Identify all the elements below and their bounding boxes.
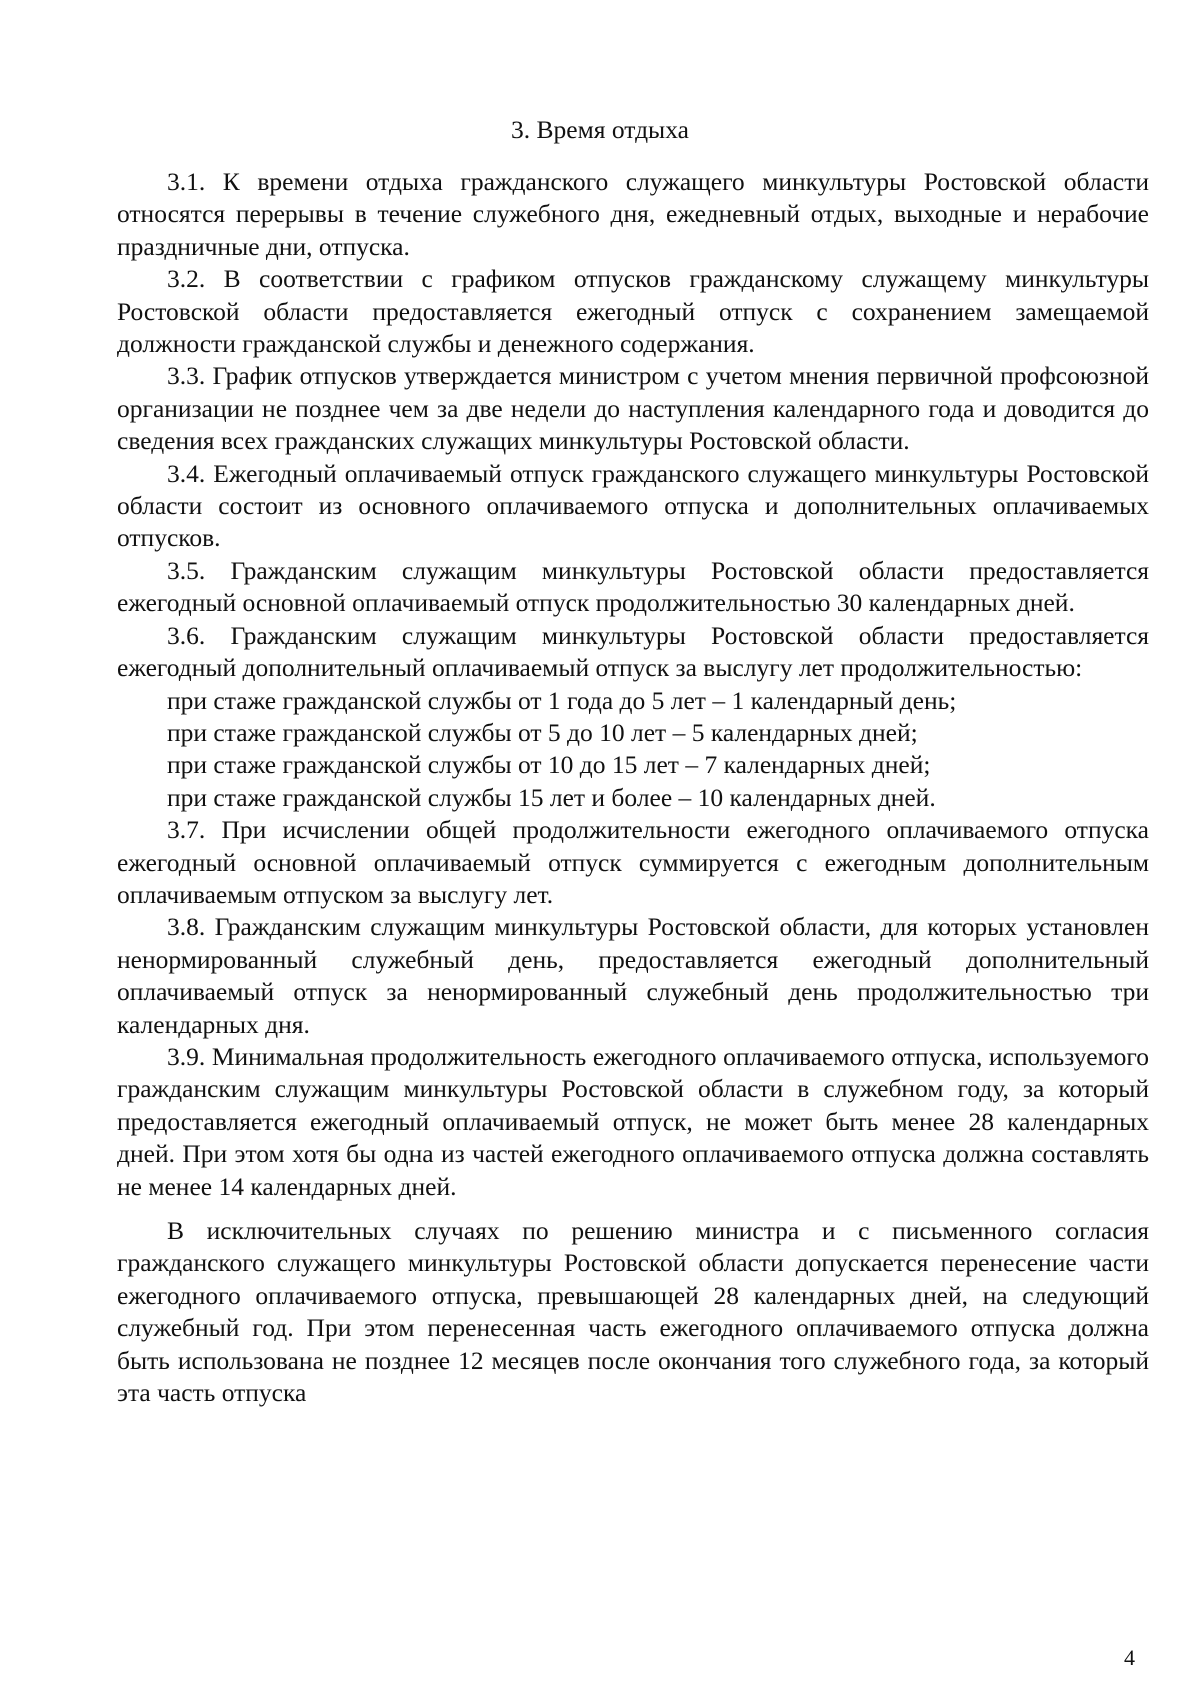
paragraph-3-3: 3.3. График отпусков утверждается министром с учетом мнения первичной профсоюзной организации не позднее чем за две недели до наступления календарного года и доводится до сведения всех гражданских служащих минкультуры Ростовской области. — [117, 361, 1149, 456]
paragraph-3-8: 3.8. Гражданским служащим минкультуры Ростовской области, для которых установлен ненормированный служебный день, предоставляется ежегодный дополнительный оплачиваемый отпуск за ненормированный служебный день продолжительностью три календарных дня. — [117, 912, 1149, 1039]
paragraph-3-7: 3.7. При исчислении общей продолжительности ежегодного оплачиваемого отпуска ежегодный основной оплачиваемый отпуск суммируется с ежегодным дополнительным оплачиваемым отпуском за выслугу лет. — [117, 815, 1149, 909]
paragraph-3-4: 3.4. Ежегодный оплачиваемый отпуск гражданского служащего минкультуры Ростовской области состоит из основного оплачиваемого отпуска и дополнительных оплачиваемых отпусков. — [117, 458, 1149, 553]
page-number: 4 — [1124, 1645, 1135, 1670]
paragraph-3-1: 3.1. К времени отдыха гражданского служащего минкультуры Ростовской области относятся перерывы в течение служебного дня, ежедневный отдых, выходные и нерабочие праздничные дни, отпуска. — [117, 167, 1149, 261]
list-item: при стаже гражданской службы от 10 до 15 лет – 7 календарных дней; — [167, 750, 931, 780]
paragraph-3-6: 3.6. Гражданским служащим минкультуры Ростовской области предоставляется ежегодный дополнительный оплачиваемый отпуск за выслугу лет продолжительностью: — [117, 620, 1149, 683]
paragraph-3-5: 3.5. Гражданским служащим минкультуры Ростовской области предоставляется ежегодный основной оплачиваемый отпуск продолжительностью 30 календарных дней. — [117, 555, 1149, 618]
paragraph-3-2: 3.2. В соответствии с графиком отпусков гражданскому служащему минкультуры Ростовской области предоставляется ежегодный отпуск с сохранением замещаемой должности гражданской службы и денежного содержания. — [117, 264, 1149, 359]
section-heading: 3. Время отдыха — [511, 115, 689, 144]
list-item: при стаже гражданской службы 15 лет и более – 10 календарных дней. — [167, 782, 936, 812]
list-item: при стаже гражданской службы от 1 года до 5 лет – 1 календарный день; — [167, 685, 957, 715]
document-body — [117, 166, 1149, 1409]
paragraph-3-9: 3.9. Минимальная продолжительность ежегодного оплачиваемого отпуска, используемого гражданским служащим минкультуры Ростовской области в служебном году, за который предоставляется ежегодный оплачиваемый отпуск, не может быть менее 28 календарных дней. При этом хотя бы одна из частей ежегодного оплачиваемого отпуска должна составлять не менее 14 календарных дней. — [117, 1041, 1149, 1201]
list-item: при стаже гражданской службы от 5 до 10 лет – 5 календарных дней; — [167, 717, 918, 747]
paragraph-exceptional-cases: В исключительных случаях по решению министра и с письменного согласия гражданского служащего минкультуры Ростовской области допускается перенесение части ежегодного оплачиваемого отпуска, превышающей 28 календарных дней, на следующий служебный год. При этом перенесенная часть ежегодного оплачиваемого отпуска должна быть использована не позднее 12 месяцев после окончания того служебного года, за который эта часть отпуска — [117, 1216, 1149, 1408]
